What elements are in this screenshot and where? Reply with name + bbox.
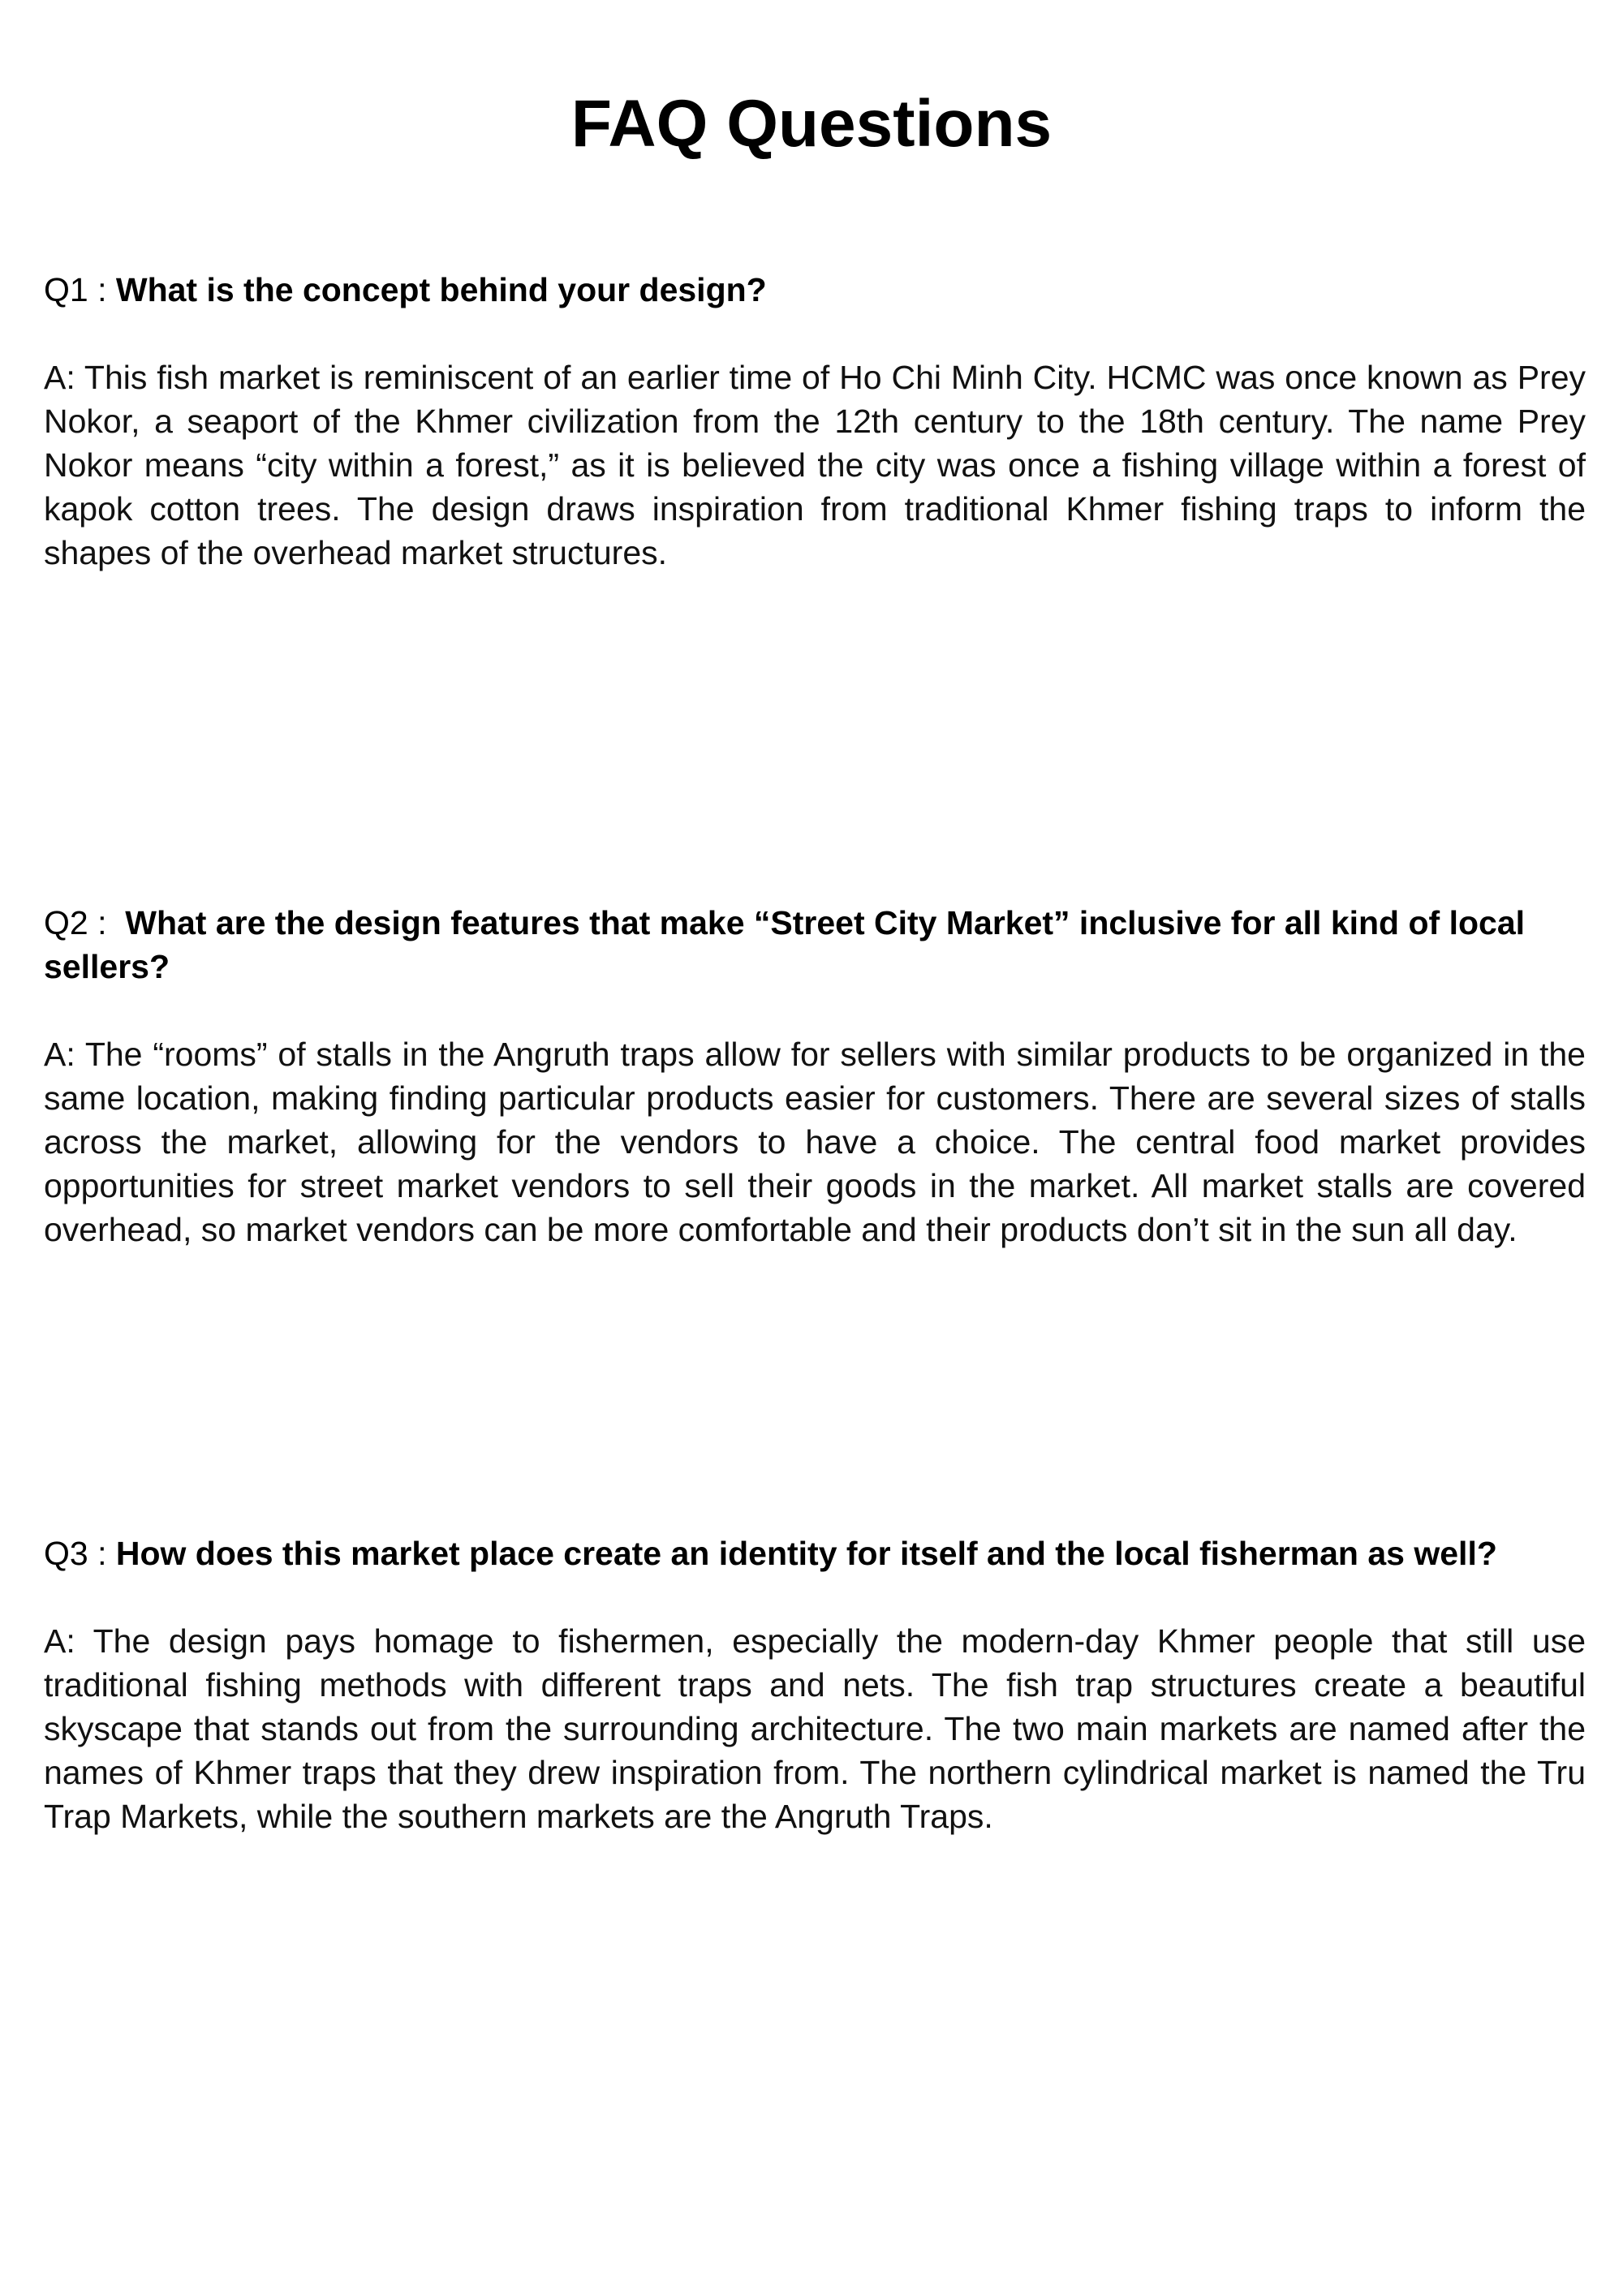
faq-question-1 — [44, 268, 1586, 312]
faq-item-1 — [44, 268, 1586, 575]
faq-item-3 — [44, 1531, 1586, 1838]
faq-answer-3: A: The design pays homage to fishermen, especially the modern-day Khmer people that still use traditional fishing methods with different traps and nets. The fish trap structures create a beautiful skyscape that stands out from the surrounding architecture. The two main markets are named after the names of Khmer traps that they drew inspiration from. The northern cylindrical market is named the Tru Trap Markets, while the southern markets are the Angruth Traps. — [44, 1622, 1586, 1835]
faq-question-3 — [44, 1531, 1586, 1575]
faq-question-3-text: How does this market place create an identity for itself and the local fisherman as well? — [115, 1535, 1497, 1572]
faq-question-2-text: What are the design features that make “Street City Market” inclusive for all kind of local sellers? — [44, 904, 1526, 985]
faq-answer-1: A: This fish market is reminiscent of an earlier time of Ho Chi Minh City. HCMC was once known as Prey Nokor, a seaport of the Khmer civilization from the 12th century to the 18th century. The name Prey Nokor means “city within a forest,” as it is believed the city was once a fishing village within a forest of kapok cotton trees. The design draws inspiration from traditional Khmer fishing traps to inform the shapes of the overhead market structures. — [44, 359, 1586, 571]
faq-answer-2: A: The “rooms” of stalls in the Angruth traps allow for sellers with similar products to be organized in the same location, making finding particular products easier for customers. There are several sizes of stalls across the market, allowing for the vendors to have a choice. The central food market provides opportunities for street market vendors to sell their goods in the market. All market stalls are covered overhead, so market vendors can be more comfortable and their products don’t sit in the sun all day. — [44, 1036, 1586, 1248]
faq-item-2 — [44, 901, 1586, 1251]
faq-question-1-label: Q1 : — [44, 271, 116, 308]
faq-question-3-label: Q3 : — [44, 1535, 116, 1572]
faq-question-2 — [44, 901, 1586, 989]
faq-question-2-label: Q2 : — [44, 904, 126, 941]
faq-question-1-text: What is the concept behind your design? — [115, 271, 767, 308]
page-title: FAQ Questions — [570, 87, 1053, 161]
